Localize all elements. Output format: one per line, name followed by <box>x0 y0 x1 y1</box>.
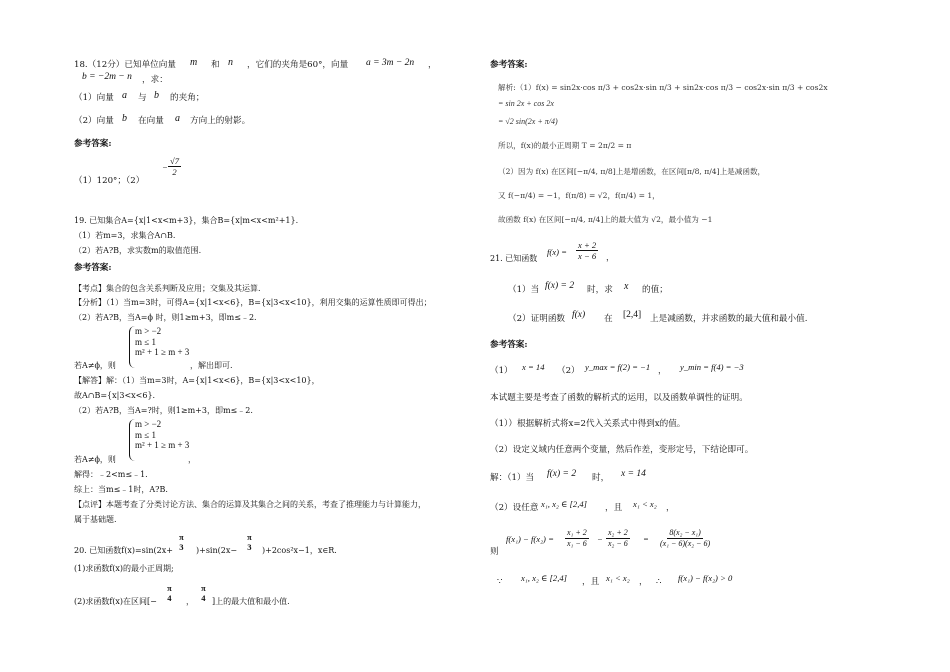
q18-answer-neg: − <box>162 162 168 172</box>
q20-frac-pi-3-b <box>245 532 254 552</box>
q20-head-b: )+sin(2x− <box>196 546 238 555</box>
q21-head: 21. 已知函数 <box>490 254 538 263</box>
q18-p2-c: 方向上的射影。 <box>190 116 251 126</box>
q19-system-1-line-3: m² + 1 ≥ m + 3 <box>135 347 190 357</box>
q21-frac-1 <box>565 528 589 549</box>
q20-pi-a: π <box>179 532 184 542</box>
q18-p2-a: （2）向量 <box>74 116 114 126</box>
vector-b-2: b <box>122 113 127 124</box>
q20-solution-line-5: （2）因为 f(x) 在区间[−π/4, π/8]上是增函数，在区间[π/8, π/4]上是减函数， <box>498 167 766 176</box>
q18-and: 和 <box>211 60 220 70</box>
q21-ans-max: y_max = f(2) = −1 <box>585 362 651 372</box>
q20-p2-b: ， <box>186 597 194 606</box>
q18-p1-a: （1）向量 <box>74 93 114 103</box>
q21-frac-2-num: x₂ + 2 <box>608 528 628 537</box>
q21-frac-1-den: x₁ − 6 <box>567 539 587 548</box>
q19-ruo-1: 若A≠ϕ，则 <box>74 361 116 370</box>
q21-note-1: （1））根据解析式将x=2代入关系式中得到x的值。 <box>490 419 686 429</box>
q19-dianping: 【点评】本题考查了分类讨论方法、集合的运算及其集合之间的关系，考查了推理能力与计算能力， <box>74 500 426 509</box>
q21-ans-2: （2） <box>557 366 580 376</box>
q19-system-1-line-2: m ≤ 1 <box>135 336 156 347</box>
q18-p1-b: 的夹角； <box>170 93 205 103</box>
q19-zongshang: 综上：当m≤﹣1时，A?B. <box>74 485 168 494</box>
vector-n: n <box>228 57 233 68</box>
q21-jie-eq: f(x) = 2 <box>547 469 577 479</box>
q21-bc-x: x₁, x₂ ∈ [2,4] <box>521 573 567 583</box>
q18-head: 18.（12分）已知单位向量 <box>74 60 176 70</box>
q18-p2-b: 在向量 <box>138 116 164 126</box>
q21-note: 本试题主要是考查了函数的解析式的运用，以及函数单调性的证明。 <box>490 393 748 403</box>
q21-frac-3-den: (x₁ − 6)(x₂ − 6) <box>660 539 711 548</box>
q19-system-2-line-1: m > −2 <box>135 419 162 429</box>
q21-ans-1: （1） <box>490 366 513 376</box>
q21-fx-eq: f(x) = <box>547 247 567 257</box>
q19-ruo-2: 若A≠ϕ，则 <box>74 455 116 464</box>
q20-frac-pi-4-a <box>165 583 174 603</box>
q21-ze: 则 <box>490 547 499 557</box>
q18-answer-fraction <box>168 156 181 177</box>
q21-p2-c: 上是减函数，并求函数的最大值和最小值. <box>650 314 808 324</box>
q21-frac-2 <box>606 528 630 549</box>
q20-solution-line-7: 故函数 f(x) 在区间[−π/4, π/4]上的最大值为 √2，最小值为 −1 <box>498 215 713 224</box>
q20-p2-c: ]上的最大值和最小值. <box>212 597 290 606</box>
q21-ans-x: x = 14 <box>522 362 545 372</box>
vector-b-def: b = −2m − n <box>82 72 132 82</box>
q20-solution-line-3: = √2 sin(2x + π/4) <box>498 117 558 126</box>
q19-dianping-2: 属于基础题. <box>74 515 117 524</box>
q21-set-b: ，且 <box>605 503 623 513</box>
q21-p1-a: （1）当 <box>508 285 540 295</box>
q21-p2-interval: [2,4] <box>623 310 642 320</box>
q20-pi-c: π <box>167 583 172 593</box>
q21-frac-3-num: 8(x₂ − x₁) <box>669 528 701 537</box>
q20-three-a: 3 <box>179 542 184 552</box>
q21-set-c: x₁ < x₂ <box>633 499 657 509</box>
vector-m: m <box>190 57 198 68</box>
q18-mid: ，它们的夹角是60°，向量 <box>247 60 349 70</box>
q19-jiede: 解得：﹣2<m≤﹣1. <box>74 470 148 479</box>
q21-note-2: （2）设定义域内任意两个变量，然后作差，变形定号，下结论即可。 <box>490 445 754 455</box>
q19-system-2-line-3: m² + 1 ≥ m + 3 <box>135 440 190 450</box>
q21-ans-comma: ， <box>658 366 667 376</box>
q19-answer-label: 参考答案: <box>74 263 112 273</box>
q21-bc-c: x₁ < x₂ <box>606 573 630 583</box>
vector-b: b <box>154 90 159 101</box>
q20-three-b: 3 <box>247 542 252 552</box>
q20-solution-line-1: 解析:（1）f(x) = sin2x·cos π/3 + cos2x·sin π/3 + sin2x·cos π/3 − cos2x·sin π/3 + cos2x <box>498 83 828 92</box>
vector-a-def: a = 3m − 2n <box>366 58 415 68</box>
q20-answer-label: 参考答案: <box>490 60 528 70</box>
q20-solution-line-4: 所以，f(x)的最小正周期 T = 2π/2 = π <box>498 141 632 150</box>
q19-fenxi: 【分析】（1）当m=3时，可得A={x|1<x<6}，B={x|3<x<10}，利用交集的运算性质即可得出； <box>74 298 432 307</box>
q20-head-a: 20. 已知函数f(x)=sin(2x+ <box>74 546 173 555</box>
q21-numerator: x + 2 <box>578 240 597 250</box>
q18-answer: （1）120°；（2） <box>74 176 145 186</box>
q20-frac-pi-4-b <box>199 583 208 603</box>
q21-denominator: x − 6 <box>578 251 597 261</box>
q21-frac-3 <box>658 528 712 549</box>
q21-bc-f: f(x₁) − f(x₂) > 0 <box>678 573 733 583</box>
q20-p1: (1)求函数f(x)的最小正周期; <box>74 564 174 573</box>
q20-head-c: )+2cos²x−1，x∈R. <box>262 546 337 555</box>
q21-bc-d: ， <box>639 577 648 587</box>
q18-answer-num: √7 <box>170 156 180 166</box>
q19-system-2 <box>135 419 189 451</box>
q18-answer-den: 2 <box>172 167 177 177</box>
q18-answer-label: 参考答案: <box>74 139 112 149</box>
q19-jieda-2: 故A∩B={x|3<x<6}. <box>74 391 156 400</box>
q21-p1-c: 的值； <box>642 285 668 295</box>
q19-jieda: 【解答】解：（1）当m=3时，A={x|1<x<6}，B={x|3<x<10}， <box>74 376 320 385</box>
q20-solution-image <box>490 78 830 230</box>
q21-x: x <box>624 281 629 292</box>
q19-jie-1: ，解出即可. <box>190 361 233 370</box>
q21-jie-x: x = 14 <box>621 469 646 479</box>
vector-a-2: a <box>175 113 180 124</box>
q21-p1-b: 时，求 <box>587 285 613 295</box>
q21-p2-fx: f(x) <box>572 310 586 320</box>
vector-a: a <box>122 90 127 101</box>
q20-pi-b: π <box>247 532 252 542</box>
q19-kaodian: 【考点】集合的包含关系判断及应用；交集及其运算. <box>74 284 261 293</box>
q19-p2: （2）若A?B，求实数m的取值范围. <box>74 246 202 255</box>
q20-p2-a: (2)求函数f(x)在区间[− <box>74 597 157 606</box>
q18-ask: ，求： <box>142 75 168 85</box>
q20-four-b: 4 <box>201 593 206 603</box>
q18-comma: ， <box>428 60 437 70</box>
q21-jie: 解：（1）当 <box>490 473 535 483</box>
q21-fraction <box>576 240 598 261</box>
q21-p1-eq: f(x) = 2 <box>545 281 575 291</box>
q21-bc-b: ，且 <box>582 577 600 587</box>
q21-ans-min: y_min = f(4) = −3 <box>680 362 744 372</box>
q20-pi-d: π <box>201 583 206 593</box>
q21-set-d: ， <box>666 503 675 513</box>
q21-because: ∵ <box>497 577 503 587</box>
q20-solution-line-6: 又 f(−π/4) = −1，f(π/8) = √2，f(π/4) = 1， <box>498 191 660 200</box>
q21-diff: f(x₁) − f(x₂) = <box>506 534 554 544</box>
q21-frac-2-den: x₂ − 6 <box>608 539 628 548</box>
q21-p2-a: （2）证明函数 <box>508 314 566 324</box>
q18-yu: 与 <box>138 93 147 103</box>
q20-frac-pi-3-a <box>177 532 186 552</box>
q20-four-a: 4 <box>167 593 172 603</box>
q21-frac-1-num: x₁ + 2 <box>567 528 587 537</box>
q21-bc-e: ∴ <box>656 577 662 587</box>
q21-set-a: （2）设任意 <box>490 503 539 513</box>
q21-comma: ， <box>606 253 615 263</box>
q19-fenxi-2: （2）若A?B，当A=ϕ 时，则1≥m+3，即m≤﹣2. <box>74 313 257 322</box>
q19-head: 19. 已知集合A={x|1<x<m+3}，集合B={x|m<x<m²+1}. <box>74 216 299 225</box>
q19-comma-2: ， <box>188 455 196 464</box>
q19-jieda-3: （2）若A?B，当A=?时，则1≥m+3，即m≤﹣2. <box>74 406 253 415</box>
q19-p1: （1）若m=3，求集合A∩B. <box>74 231 176 240</box>
q21-p2-b: 在 <box>604 314 613 324</box>
q21-set-x: x₁, x₂ ∈ [2,4] <box>541 499 587 509</box>
q21-answer-label: 参考答案: <box>490 340 528 350</box>
q19-system-2-line-2: m ≤ 1 <box>135 429 156 440</box>
q21-eq: = <box>643 534 649 544</box>
q21-jie-b: 时， <box>592 473 610 483</box>
q19-system-1-line-1: m > −2 <box>135 326 162 336</box>
q20-solution-line-2: = sin 2x + cos 2x <box>498 99 554 108</box>
q19-system-1 <box>135 326 189 358</box>
q21-minus: − <box>597 534 603 544</box>
